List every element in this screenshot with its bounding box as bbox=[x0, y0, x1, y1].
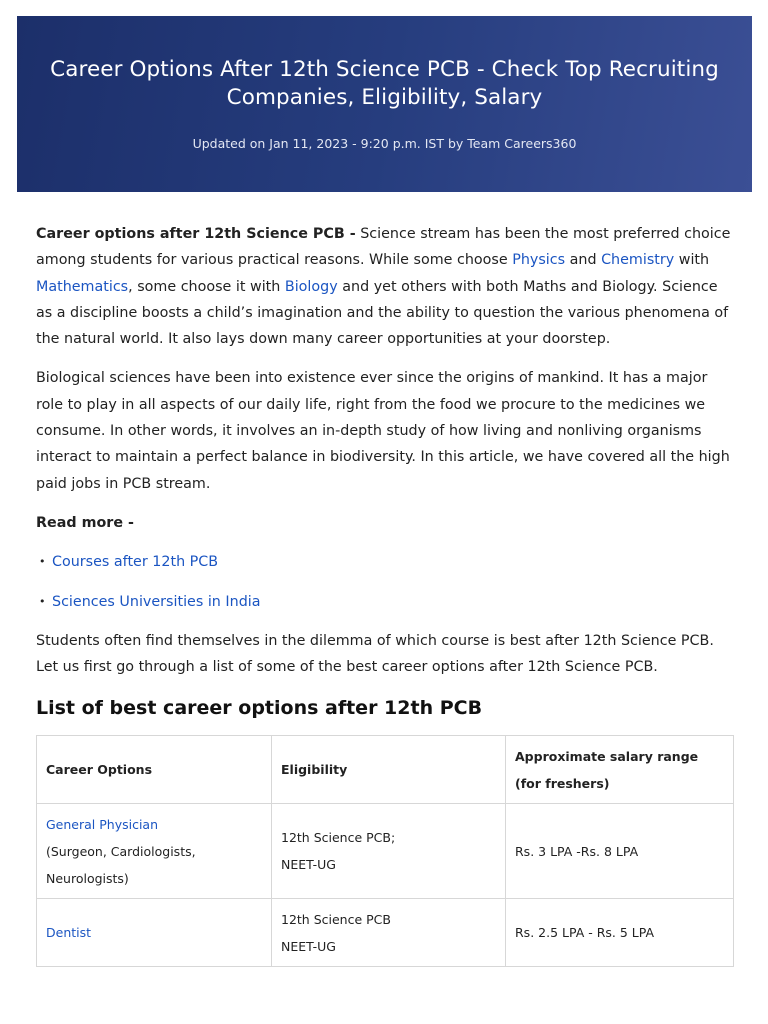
eligibility-cell: 12th Science PCB NEET-UG bbox=[272, 899, 506, 967]
header-eligibility: Eligibility bbox=[272, 736, 506, 804]
career-options-table bbox=[36, 735, 734, 967]
mathematics-link[interactable]: Mathematics bbox=[36, 278, 129, 295]
updated-timestamp: Updated on Jan 11, 2023 - 9:20 p.m. IST by Team Careers360 bbox=[192, 136, 577, 151]
section-heading: List of best career options after 12th PCB bbox=[36, 697, 483, 720]
biology-paragraph: Biological sciences have been into existence ever since the origins of mankind. It has a major role to play in all aspects of our daily life, right from the food we procure to the medicines we consume. In other words, it involves an in-depth study of how living and nonliving organisms interact to maintain a perfect balance in biodiversity. In this article, we have covered all the high paid jobs in PCB stream. bbox=[36, 370, 730, 492]
table-row bbox=[37, 804, 734, 899]
read-more-list bbox=[36, 549, 731, 615]
salary-cell: Rs. 3 LPA -Rs. 8 LPA bbox=[506, 804, 734, 899]
list-item bbox=[36, 589, 731, 615]
intro-paragraph: Career options after 12th Science PCB - Science stream has been the most preferred choice among students for various practical reasons. While some choose Physics and Chemistry with Mathematics, some choose it with Biology and yet others with both Maths and Biology. Science as a discipline boosts a child’s imagination and the ability to question the various phenomena of the natural world. It also lays down many career opportunities at your doorstep. bbox=[36, 226, 731, 348]
read-more-label: Read more - bbox=[36, 514, 134, 531]
table-row bbox=[37, 899, 734, 967]
header-career-options: Career Options bbox=[37, 736, 272, 804]
dentist-link[interactable]: Dentist bbox=[46, 925, 92, 941]
physics-link[interactable]: Physics bbox=[512, 252, 566, 269]
sciences-universities-link[interactable]: Sciences Universities in India bbox=[52, 593, 261, 610]
biology-link[interactable]: Biology bbox=[284, 278, 338, 295]
eligibility-cell: 12th Science PCB; NEET-UG bbox=[272, 804, 506, 899]
table-header-row bbox=[37, 736, 734, 804]
chemistry-link[interactable]: Chemistry bbox=[601, 252, 675, 269]
article-body bbox=[36, 221, 731, 967]
dilemma-paragraph: Students often find themselves in the dilemma of which course is best after 12th Science PCB. Let us first go through a list of some of the best career options after 12th Science PCB. bbox=[36, 632, 714, 676]
career-cell bbox=[37, 899, 272, 967]
list-item bbox=[36, 549, 731, 575]
courses-after-12th-pcb-link[interactable]: Courses after 12th PCB bbox=[52, 554, 219, 571]
article-header bbox=[17, 16, 752, 192]
header-salary: Approximate salary range (for freshers) bbox=[506, 736, 734, 804]
career-note: (Surgeon, Cardiologists, Neurologists) bbox=[46, 843, 196, 886]
page-title: Career Options After 12th Science PCB - Check Top Recruiting Companies, Eligibility, Salary bbox=[50, 57, 719, 110]
salary-cell: Rs. 2.5 LPA - Rs. 5 LPA bbox=[506, 899, 734, 967]
general-physician-link[interactable]: General Physician bbox=[46, 816, 159, 832]
career-cell bbox=[37, 804, 272, 899]
intro-lead: Career options after 12th Science PCB - bbox=[36, 226, 356, 242]
